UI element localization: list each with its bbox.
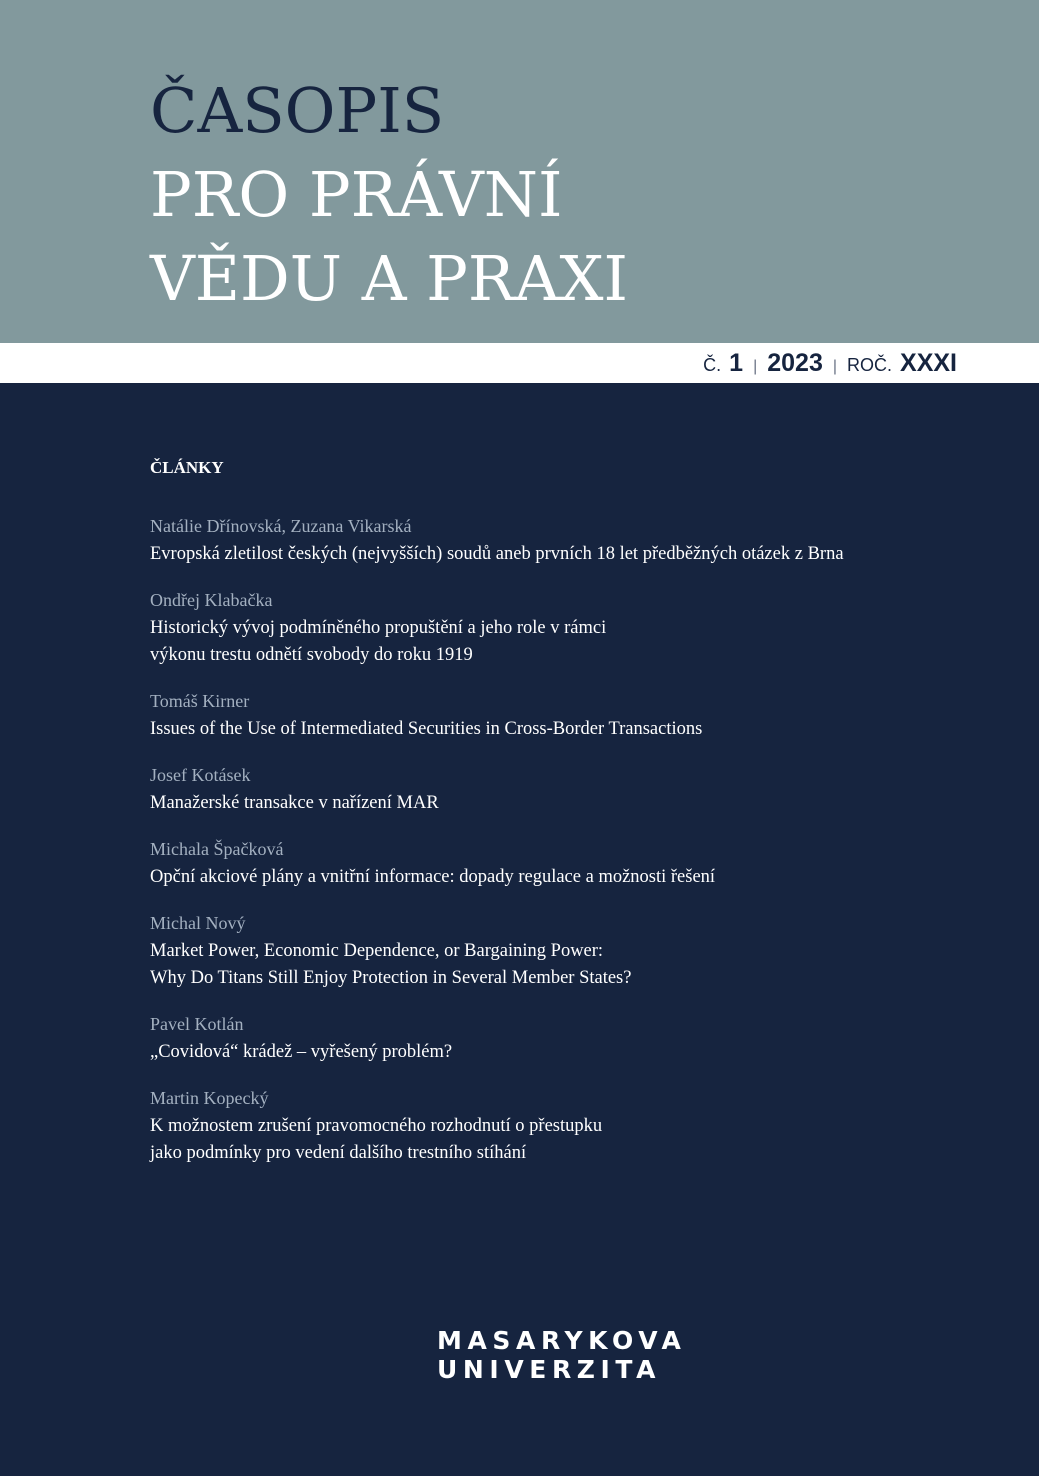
article-author: Michala Špačková (150, 839, 284, 859)
article-list (150, 514, 980, 1167)
article-author: Michal Nový (150, 913, 246, 933)
issue-number-label: Č. (703, 355, 722, 375)
article-entry (150, 514, 980, 568)
article-author: Natálie Dřínovská, Zuzana Vikarská (150, 516, 412, 536)
article-entry (150, 911, 980, 992)
issue-bar (0, 343, 1039, 383)
journal-title-line-3: VĚDU A PRAXI (150, 242, 628, 315)
article-title: K možnostem zrušení pravomocného rozhodnutí o přestupku (150, 1116, 603, 1136)
article-title: Manažerské transakce v nařízení MAR (150, 793, 439, 813)
article-title: Issues of the Use of Intermediated Securities in Cross-Border Transactions (150, 719, 703, 739)
article-title: Market Power, Economic Dependence, or Bargaining Power: (150, 941, 604, 961)
journal-title-line-2: PRO PRÁVNÍ (150, 158, 563, 231)
issue-year: 2023 (767, 349, 823, 377)
table-of-contents (150, 456, 980, 1187)
article-title: „Covidová“ krádež – vyřešený problém? (150, 1042, 453, 1062)
volume-label: ROČ. (847, 355, 893, 375)
article-author: Josef Kotásek (150, 765, 251, 785)
publisher-line-1: MASARYKOVA (437, 1326, 687, 1355)
article-entry (150, 1012, 980, 1066)
article-title: Opční akciové plány a vnitřní informace: dopady regulace a možnosti řešení (150, 867, 716, 887)
article-entry (150, 1086, 980, 1167)
article-entry (150, 763, 980, 817)
article-author: Pavel Kotlán (150, 1014, 244, 1034)
article-title: výkonu trestu odnětí svobody do roku 1919 (150, 645, 473, 665)
article-entry (150, 689, 980, 743)
article-entry (150, 588, 980, 669)
volume-number: XXXI (900, 349, 957, 377)
article-entry (150, 837, 980, 891)
article-author: Tomáš Kirner (150, 691, 250, 711)
issue-info (703, 349, 957, 381)
issue-separator-2: | (832, 358, 838, 375)
article-title: Why Do Titans Still Enjoy Protection in Several Member States? (150, 968, 632, 988)
publisher-logo (437, 1326, 687, 1384)
journal-title-line-1: ČASOPIS (150, 74, 445, 147)
issue-separator-1: | (753, 358, 758, 375)
issue-number: 1 (729, 349, 744, 377)
article-author: Ondřej Klabačka (150, 590, 273, 610)
article-title: jako podmínky pro vedení dalšího trestního stíhání (150, 1143, 527, 1163)
section-heading: ČLÁNKY (150, 458, 224, 477)
article-author: Martin Kopecký (150, 1088, 269, 1108)
publisher-line-2: UNIVERZITA (437, 1355, 662, 1384)
article-title: Evropská zletilost českých (nejvyšších) soudů aneb prvních 18 let předběžných otázek z Brna (150, 544, 844, 564)
article-title: Historický vývoj podmíněného propuštění a jeho role v rámci (150, 618, 607, 638)
title-band (0, 0, 1039, 343)
